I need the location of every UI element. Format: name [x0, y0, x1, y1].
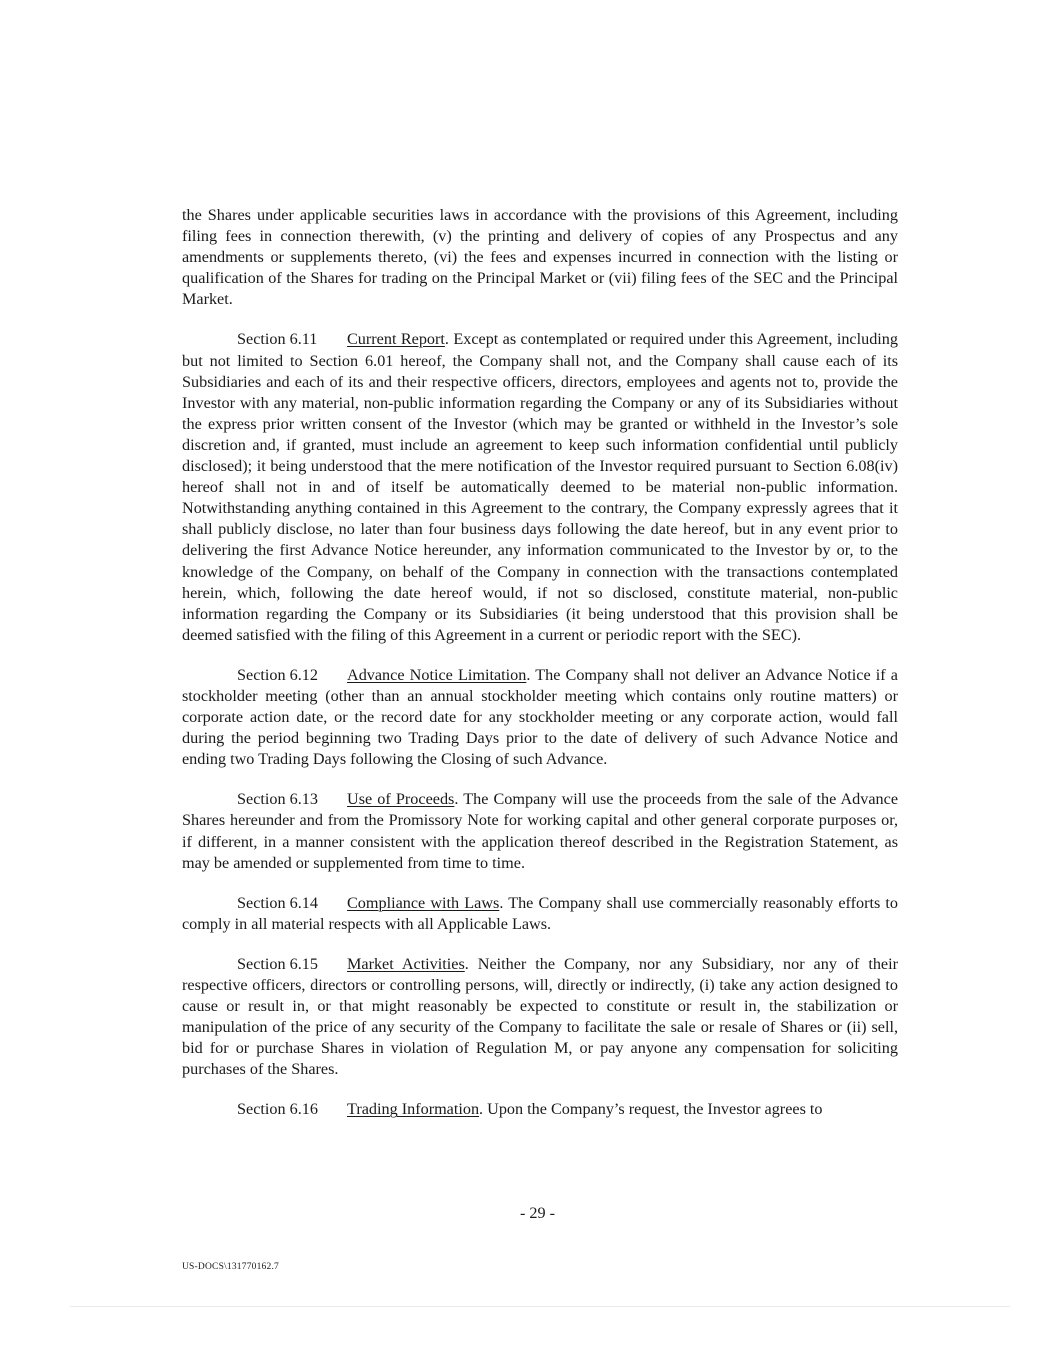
section-6-14-paragraph: [182, 893, 898, 935]
document-id: US-DOCS\131770162.7: [182, 1262, 279, 1272]
section-heading: Current Report: [347, 330, 445, 349]
section-number: Section 6.15: [237, 954, 318, 973]
section-6-12-paragraph: [182, 665, 898, 770]
page-bottom-divider: [70, 1306, 1010, 1307]
section-heading: Advance Notice Limitation: [347, 665, 527, 684]
section-heading: Market Activities: [347, 954, 465, 973]
section-text: . Upon the Company’s request, the Investor agrees to: [479, 1100, 823, 1119]
section-text: . The Company will use the proceeds from the sale of the Advance Shares hereunder and from the Promissory Note for working capital and other general corporate purposes or, if different, in a manner consistent with the application thereof described in the Registration Statement, as may be amended or supplemented from time to time.: [182, 790, 899, 872]
section-text: . The Company shall not deliver an Advance Notice if a stockholder meeting (other than an annual stockholder meeting which contains only routine matters) or corporate action date, or the record date for any stockholder meeting or any corporate action, would fall during the period beginning two Trading Days prior to the date of delivery of such Advance Notice and ending two Trading Days following the Closing of such Advance.: [182, 665, 898, 769]
section-heading: Use of Proceeds: [347, 790, 455, 809]
continuation-paragraph: the Shares under applicable securities laws in accordance with the provisions of this Agreement, including filing fees in connection therewith, (v) the printing and delivery of copies of any Prospectus and any amendments or supplements thereto, (vi) the fees and expenses incurred in connection with the listing or qualification of the Shares for trading on the Principal Market or (vii) filing fees of the SEC and the Principal Market.: [182, 206, 898, 309]
section-6-15-paragraph: [182, 954, 898, 1081]
section-heading: Trading Information: [347, 1100, 480, 1119]
section-heading: Compliance with Laws: [347, 893, 500, 912]
section-number: Section 6.14: [237, 893, 318, 912]
page-number: - 29 -: [519, 1204, 556, 1222]
section-number: Section 6.11: [237, 330, 318, 349]
document-body: [182, 205, 898, 1140]
section-number: Section 6.13: [237, 790, 318, 809]
section-6-13-paragraph: [182, 789, 898, 873]
section-6-11-paragraph: [182, 329, 898, 645]
section-number: Section 6.12: [237, 665, 318, 684]
section-6-16-paragraph: [182, 1099, 898, 1120]
section-number: Section 6.16: [237, 1100, 318, 1119]
section-text: . Except as contemplated or required under this Agreement, including but not limited to Section 6.01 hereof, the Company shall not, and the Company shall cause each of its Subsidiaries and each of its and their respective officers, directors, employees and agents not to, provide the Investor with any material, non-public information regarding the Company or any of its Subsidiaries without the express prior written consent of the Investor (which may be granted or withheld in the Investor’s sole discretion and, if granted, must include an agreement to keep such information confidential until publicly disclosed); it being understood that the mere notification of the Investor required pursuant to Section 6.08(iv) hereof shall not in and of itself be automatically deemed to be material non-public information. Notwithstanding anything contained in this Agreement to the contrary, the Company expressly agrees that it shall publicly disclose, no later than four business days following the date hereof, but in any event prior to delivering the first Advance Notice hereunder, any information communicated to the Investor by or, to the knowledge of the Company, on behalf of the Company in connection with the transactions contemplated herein, which, following the date hereof would, if not so disclosed, constitute material, non-public information regarding the Company or its Subsidiaries (it being understood that this provision shall be deemed satisfied with the filing of this Agreement in a current or periodic report with the SEC).: [182, 330, 898, 644]
section-text: . The Company shall use commercially reasonably efforts to comply in all material respects with all Applicable Laws.: [182, 893, 898, 933]
section-text: . Neither the Company, nor any Subsidiary, nor any of their respective officers, directors or controlling persons, will, directly or indirectly, (i) take any action designed to cause or result in, or that might reasonably be expected to constitute or result in, the stabilization or manipulation of the price of any security of the Company to facilitate the sale or resale of Shares or (ii) sell, bid for or purchase Shares in violation of Regulation M, or pay anyone any compensation for soliciting purchases of the Shares.: [182, 954, 898, 1079]
